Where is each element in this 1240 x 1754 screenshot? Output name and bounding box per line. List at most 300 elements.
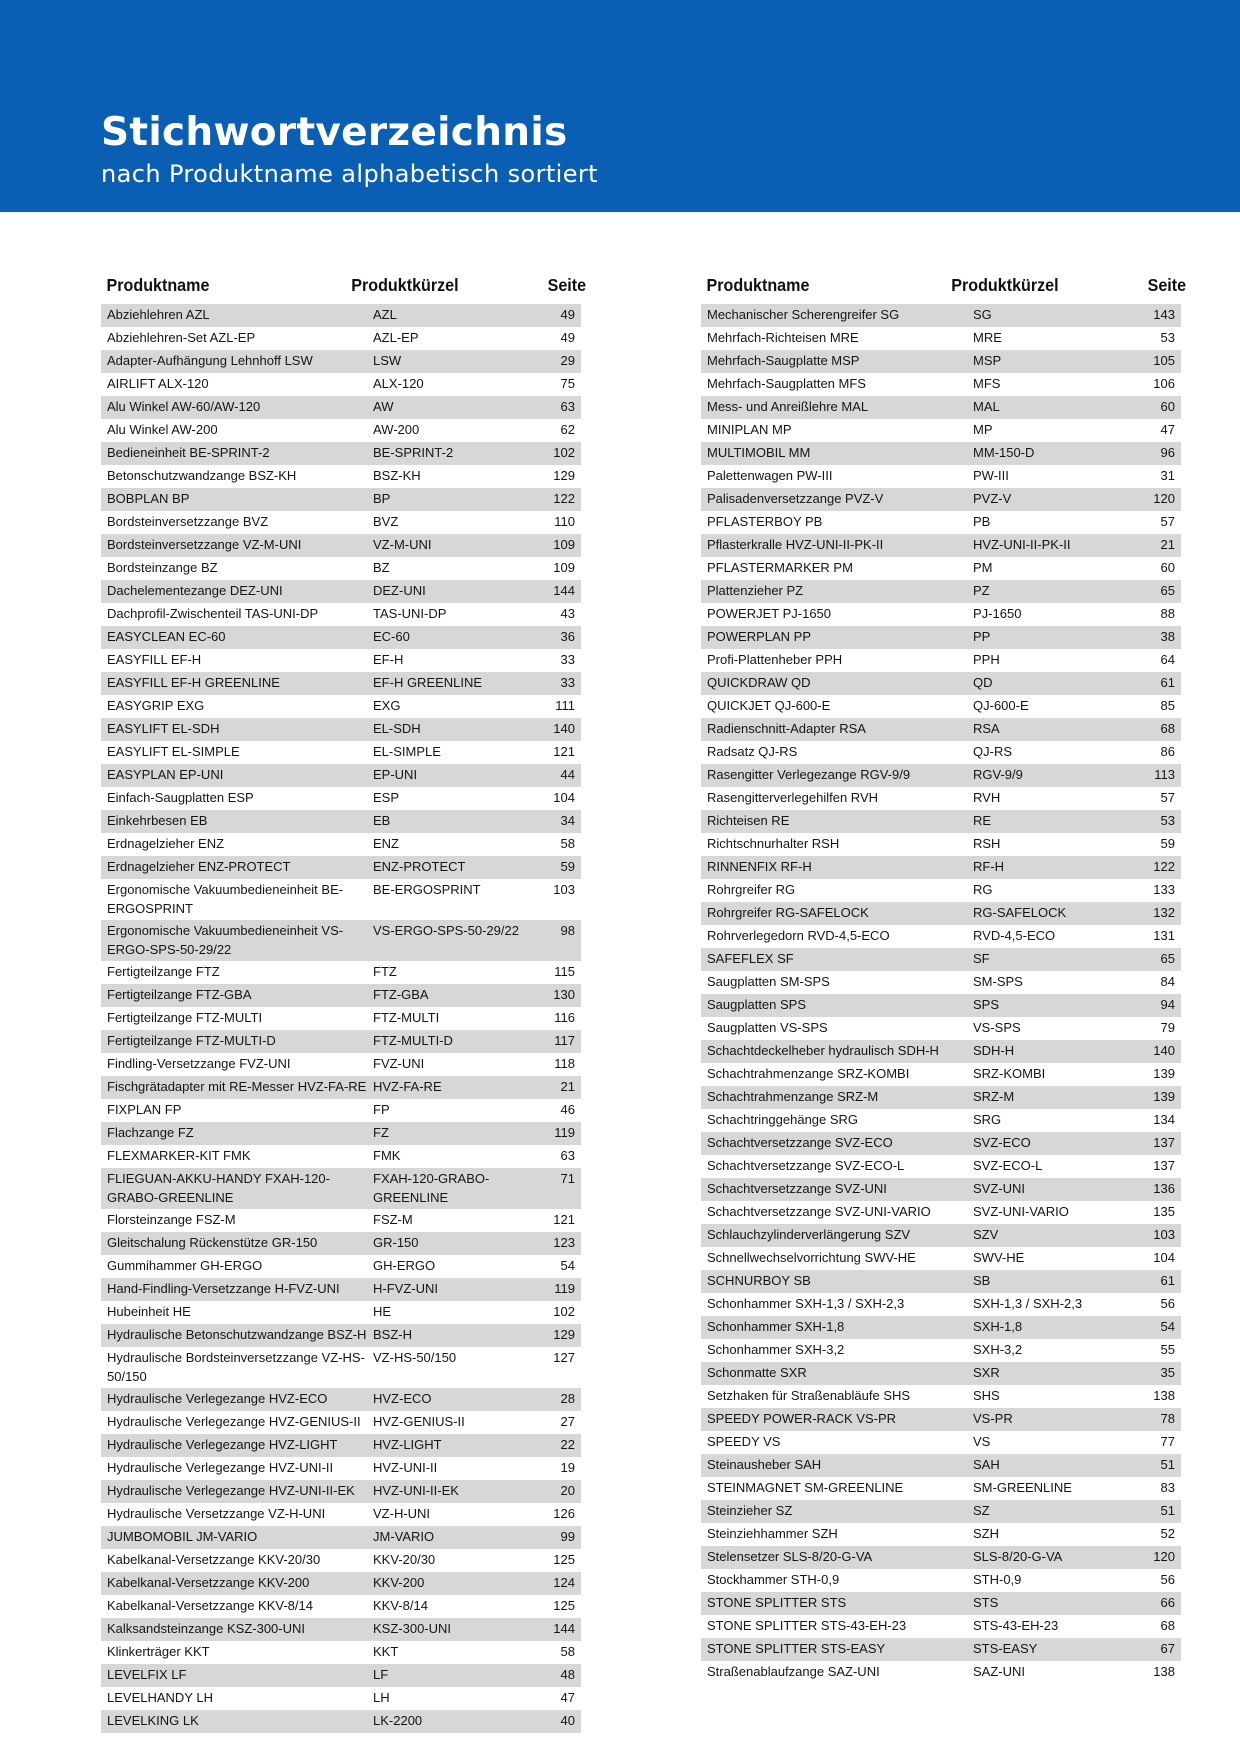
product-name-cell: FLEXMARKER-KIT FMK [107, 1148, 251, 1163]
product-name-cell: Schnellwechselvorrichtung SWV-HE [707, 1250, 916, 1265]
page-number-cell: 139 [1153, 1066, 1175, 1081]
table-row [701, 948, 1181, 971]
product-code-cell: EXG [373, 698, 401, 713]
product-code-cell: HVZ-UNI-II-EK [373, 1483, 459, 1498]
table-row [101, 1347, 581, 1388]
page-number-cell: 79 [1160, 1020, 1175, 1035]
product-name-cell: Schachtversetzzange SVZ-ECO-L [707, 1158, 905, 1173]
table-row [101, 1099, 581, 1122]
product-code-cell: SZV [973, 1227, 999, 1242]
product-name-cell: Hydraulische Verlegezange HVZ-ECO [107, 1391, 328, 1406]
product-name-cell: Steinziehhammer SZH [707, 1526, 838, 1541]
page-number-cell: 137 [1153, 1135, 1175, 1150]
table-row [701, 1339, 1181, 1362]
page-number-cell: 138 [1153, 1664, 1175, 1679]
table-row [701, 741, 1181, 764]
product-name-cell: Schachtversetzzange SVZ-UNI [707, 1181, 887, 1196]
table-row [701, 1086, 1181, 1109]
table-row [701, 718, 1181, 741]
product-name-cell: BOBPLAN BP [107, 491, 190, 506]
product-code-cell: AW [373, 399, 394, 414]
product-name-cell: Setzhaken für Straßenabläufe SHS [707, 1388, 911, 1403]
table-row [101, 557, 581, 580]
product-name-cell: Ergonomische Vakuumbedieneinheit BE-ERGOSPRINT [107, 882, 344, 916]
product-name-cell: Kabelkanal-Versetzzange KKV-200 [107, 1575, 310, 1590]
page-title: Stichwortverzeichnis [101, 110, 568, 155]
page-number-cell: 49 [560, 330, 575, 345]
product-code-cell: RE [973, 813, 992, 828]
page-number-cell: 54 [560, 1258, 575, 1273]
page-number-cell: 66 [1160, 1595, 1175, 1610]
product-name-cell: Alu Winkel AW-200 [107, 422, 218, 437]
page-number-cell: 122 [1153, 859, 1175, 874]
product-name-cell: POWERPLAN PP [707, 629, 812, 644]
product-code-cell: VZ-H-UNI [373, 1506, 431, 1521]
table-row [701, 1132, 1181, 1155]
product-code-cell: STH-0,9 [973, 1572, 1022, 1587]
table-row [101, 1076, 581, 1099]
page-number-cell: 43 [560, 606, 575, 621]
page-number-cell: 68 [1160, 721, 1175, 736]
product-name-cell: Hubeinheit HE [107, 1304, 191, 1319]
page-number-cell: 52 [1160, 1526, 1175, 1541]
column-header-name: Produktname [106, 275, 210, 295]
table-row [701, 1224, 1181, 1247]
page-number-cell: 127 [553, 1350, 575, 1365]
table-row [701, 1546, 1181, 1569]
page-number-cell: 85 [1160, 698, 1175, 713]
page-number-cell: 59 [560, 859, 575, 874]
page-number-cell: 110 [554, 514, 575, 529]
product-code-cell: VZ-HS-50/150 [373, 1350, 457, 1365]
table-row [101, 1434, 581, 1457]
product-name-cell: SPEEDY VS [707, 1434, 781, 1449]
table-row [701, 695, 1181, 718]
product-name-cell: EASYGRIP EXG [107, 698, 205, 713]
product-code-cell: HVZ-GENIUS-II [373, 1414, 465, 1429]
product-name-cell: Klinkerträger KKT [107, 1644, 210, 1659]
table-row [101, 1664, 581, 1687]
product-code-cell: BZ [373, 560, 390, 575]
table-row [701, 1615, 1181, 1638]
product-code-cell: BE-SPRINT-2 [373, 445, 454, 460]
table-row [101, 350, 581, 373]
product-name-cell: EASYFILL EF-H GREENLINE [107, 675, 280, 690]
product-name-cell: FIXPLAN FP [107, 1102, 182, 1117]
table-row [701, 1385, 1181, 1408]
page-number-cell: 104 [1153, 1250, 1175, 1265]
product-code-cell: SAZ-UNI [973, 1664, 1025, 1679]
product-code-cell: SVZ-ECO [973, 1135, 1031, 1150]
table-row [101, 1145, 581, 1168]
product-name-cell: PFLASTERMARKER PM [707, 560, 853, 575]
column-header-page: Seite [1147, 275, 1187, 295]
table-row [101, 718, 581, 741]
product-code-cell: BP [373, 491, 391, 506]
page-number-cell: 65 [1160, 951, 1175, 966]
table-row [101, 511, 581, 534]
product-code-cell: MM-150-D [973, 445, 1035, 460]
page-number-cell: 65 [1160, 583, 1175, 598]
product-code-cell: SG [973, 307, 992, 322]
page-number-cell: 124 [553, 1575, 575, 1590]
product-name-cell: Rohrgreifer RG-SAFELOCK [707, 905, 869, 920]
product-name-cell: STONE SPLITTER STS [707, 1595, 847, 1610]
page-number-cell: 21 [560, 1079, 575, 1094]
product-name-cell: Saugplatten SM-SPS [707, 974, 830, 989]
page-number-cell: 64 [1160, 652, 1175, 667]
page-number-cell: 116 [554, 1010, 575, 1025]
product-name-cell: Hydraulische Verlegezange HVZ-UNI-II [107, 1460, 334, 1475]
table-row [101, 787, 581, 810]
table-row [701, 1500, 1181, 1523]
page-number-cell: 102 [553, 1304, 575, 1319]
page-number-cell: 54 [1160, 1319, 1175, 1334]
product-code-cell: SRG [973, 1112, 1002, 1127]
product-name-cell: Kabelkanal-Versetzzange KKV-20/30 [107, 1552, 321, 1567]
page-number-cell: 136 [1153, 1181, 1175, 1196]
product-code-cell: GR-150 [373, 1235, 419, 1250]
product-name-cell: Bordsteinversetzzange BVZ [107, 514, 269, 529]
page-number-cell: 33 [560, 652, 575, 667]
table-row [101, 603, 581, 626]
page-number-cell: 58 [560, 1644, 575, 1659]
table-row [101, 327, 581, 350]
page-number-cell: 135 [1153, 1204, 1175, 1219]
table-row [101, 856, 581, 879]
page-number-cell: 20 [560, 1483, 575, 1498]
page-number-cell: 102 [553, 445, 575, 460]
page-number-cell: 27 [560, 1414, 575, 1429]
page-number-cell: 109 [553, 537, 575, 552]
page-number-cell: 19 [560, 1460, 575, 1475]
page-number-cell: 59 [1160, 836, 1175, 851]
page-number-cell: 132 [1153, 905, 1175, 920]
table-row [101, 626, 581, 649]
table-row [701, 373, 1181, 396]
page-number-cell: 33 [560, 675, 575, 690]
table-row [701, 1247, 1181, 1270]
product-name-cell: Findling-Versetzzange FVZ-UNI [107, 1056, 291, 1071]
product-code-cell: STS-43-EH-23 [973, 1618, 1059, 1633]
product-name-cell: POWERJET PJ-1650 [707, 606, 832, 621]
page-number-cell: 144 [553, 1621, 575, 1636]
product-name-cell: Erdnagelzieher ENZ [107, 836, 225, 851]
table-row [701, 488, 1181, 511]
product-code-cell: QJ-RS [973, 744, 1012, 759]
product-code-cell: PW-III [973, 468, 1009, 483]
table-row [101, 1411, 581, 1434]
product-code-cell: PB [973, 514, 991, 529]
product-code-cell: BE-ERGOSPRINT [373, 882, 481, 897]
product-code-cell: SVZ-ECO-L [973, 1158, 1043, 1173]
product-code-cell: PM [973, 560, 993, 575]
product-code-cell: KKV-8/14 [373, 1598, 428, 1613]
product-name-cell: Schonhammer SXH-1,3 / SXH-2,3 [707, 1296, 905, 1311]
page-number-cell: 60 [1160, 560, 1175, 575]
product-code-cell: HVZ-UNI-II [373, 1460, 438, 1475]
product-name-cell: Fertigteilzange FTZ-MULTI [107, 1010, 263, 1025]
product-code-cell: QJ-600-E [973, 698, 1029, 713]
table-row [701, 1270, 1181, 1293]
product-name-cell: STONE SPLITTER STS-43-EH-23 [707, 1618, 907, 1633]
product-name-cell: SAFEFLEX SF [707, 951, 794, 966]
product-code-cell: MSP [973, 353, 1002, 368]
page-number-cell: 86 [1160, 744, 1175, 759]
page-number-cell: 104 [553, 790, 575, 805]
product-code-cell: VS [973, 1434, 991, 1449]
product-code-cell: SPS [973, 997, 1000, 1012]
page-number-cell: 98 [560, 923, 575, 938]
page-number-cell: 88 [1160, 606, 1175, 621]
product-name-cell: EASYLIFT EL-SDH [107, 721, 220, 736]
page-number-cell: 34 [560, 813, 575, 828]
product-code-cell: RSA [973, 721, 1000, 736]
product-code-cell: DEZ-UNI [373, 583, 426, 598]
page-number-cell: 117 [554, 1033, 575, 1048]
product-name-cell: Einfach-Saugplatten ESP [107, 790, 254, 805]
product-name-cell: Steinausheber SAH [707, 1457, 822, 1472]
product-code-cell: JM-VARIO [373, 1529, 435, 1544]
table-row [701, 350, 1181, 373]
product-code-cell: LH [373, 1690, 390, 1705]
product-name-cell: Schachtrahmenzange SRZ-KOMBI [707, 1066, 910, 1081]
page-number-cell: 63 [560, 1148, 575, 1163]
product-code-cell: FZ [373, 1125, 389, 1140]
product-code-cell: KKT [373, 1644, 399, 1659]
table-row [701, 304, 1181, 327]
product-code-cell: ENZ [373, 836, 399, 851]
product-name-cell: Schachtrahmenzange SRZ-M [707, 1089, 879, 1104]
product-code-cell: FTZ-GBA [373, 987, 429, 1002]
page-number-cell: 62 [560, 422, 575, 437]
table-row [101, 304, 581, 327]
table-row [701, 419, 1181, 442]
page-number-cell: 77 [1160, 1434, 1175, 1449]
product-name-cell: Adapter-Aufhängung Lehnhoff LSW [107, 353, 313, 368]
product-code-cell: SM-GREENLINE [973, 1480, 1072, 1495]
table-row [101, 1122, 581, 1145]
page-number-cell: 119 [554, 1125, 575, 1140]
product-name-cell: Gummihammer GH-ERGO [107, 1258, 263, 1273]
product-code-cell: SF [973, 951, 990, 966]
table-row [101, 1255, 581, 1278]
product-name-cell: Mechanischer Scherengreifer SG [707, 307, 900, 322]
product-name-cell: Bedieneinheit BE-SPRINT-2 [107, 445, 270, 460]
table-row [101, 1278, 581, 1301]
table-row [701, 1592, 1181, 1615]
table-row [101, 1549, 581, 1572]
product-code-cell: EL-SDH [373, 721, 421, 736]
product-name-cell: STEINMAGNET SM-GREENLINE [707, 1480, 904, 1495]
column-header-page: Seite [547, 275, 587, 295]
table-row [101, 961, 581, 984]
table-row [701, 396, 1181, 419]
table-row [101, 695, 581, 718]
product-code-cell: SZ [973, 1503, 990, 1518]
table-body [101, 304, 581, 1733]
product-code-cell: PJ-1650 [973, 606, 1022, 621]
page-number-cell: 122 [553, 491, 575, 506]
product-name-cell: LEVELKING LK [107, 1713, 199, 1728]
product-code-cell: KSZ-300-UNI [373, 1621, 452, 1636]
page-number-cell: 143 [1153, 307, 1175, 322]
product-code-cell: QD [973, 675, 993, 690]
product-name-cell: Mehrfach-Saugplatten MFS [707, 376, 866, 391]
page-number-cell: 120 [1153, 1549, 1175, 1564]
product-code-cell: AW-200 [373, 422, 420, 437]
page-number-cell: 61 [1160, 675, 1175, 690]
product-code-cell: PP [973, 629, 991, 644]
table-row [101, 1007, 581, 1030]
page-number-cell: 129 [553, 1327, 575, 1342]
product-name-cell: Radsatz QJ-RS [707, 744, 798, 759]
product-name-cell: Flachzange FZ [107, 1125, 194, 1140]
product-name-cell: Rohrgreifer RG [707, 882, 796, 897]
page-number-cell: 125 [553, 1598, 575, 1613]
page-number-cell: 121 [553, 1212, 575, 1227]
page-number-cell: 21 [1160, 537, 1175, 552]
product-code-cell: SZH [973, 1526, 999, 1541]
table-row [701, 833, 1181, 856]
table-body [701, 304, 1181, 1684]
table-row [101, 920, 581, 961]
page-number-cell: 55 [1160, 1342, 1175, 1357]
product-code-cell: EF-H [373, 652, 404, 667]
product-code-cell: BVZ [373, 514, 399, 529]
table-row [101, 373, 581, 396]
product-code-cell: H-FVZ-UNI [373, 1281, 438, 1296]
product-code-cell: MAL [973, 399, 1000, 414]
product-name-cell: AIRLIFT ALX-120 [107, 376, 209, 391]
page-number-cell: 133 [1153, 882, 1175, 897]
page-number-cell: 49 [560, 307, 575, 322]
product-name-cell: Bordsteinzange BZ [107, 560, 218, 575]
product-code-cell: FTZ-MULTI-D [373, 1033, 453, 1048]
product-name-cell: Fertigteilzange FTZ [107, 964, 220, 979]
page-number-cell: 47 [560, 1690, 575, 1705]
table-row [701, 1362, 1181, 1385]
table-row [101, 465, 581, 488]
product-name-cell: Rasengitter Verlegezange RGV-9/9 [707, 767, 911, 782]
page-number-cell: 58 [560, 836, 575, 851]
product-name-cell: Fertigteilzange FTZ-GBA [107, 987, 252, 1002]
product-name-cell: STONE SPLITTER STS-EASY [707, 1641, 886, 1656]
product-name-cell: Profi-Plattenheber PPH [707, 652, 843, 667]
page-number-cell: 144 [553, 583, 575, 598]
product-code-cell: LSW [373, 353, 402, 368]
product-name-cell: JUMBOMOBIL JM-VARIO [107, 1529, 258, 1544]
table-row [701, 1454, 1181, 1477]
product-name-cell: EASYFILL EF-H [107, 652, 202, 667]
table-row [101, 1030, 581, 1053]
product-code-cell: SB [973, 1273, 991, 1288]
product-name-cell: Betonschutzwandzange BSZ-KH [107, 468, 297, 483]
product-name-cell: Alu Winkel AW-60/AW-120 [107, 399, 261, 414]
table-row [701, 672, 1181, 695]
product-name-cell: Abziehlehren AZL [107, 307, 210, 322]
page-number-cell: 53 [1160, 813, 1175, 828]
table-row [101, 649, 581, 672]
table-row [101, 1301, 581, 1324]
page-number-cell: 51 [1160, 1457, 1175, 1472]
product-name-cell: LEVELFIX LF [107, 1667, 187, 1682]
page-number-cell: 57 [1160, 514, 1175, 529]
page-number-cell: 99 [560, 1529, 575, 1544]
page-number-cell: 134 [1153, 1112, 1175, 1127]
page-number-cell: 111 [555, 698, 575, 713]
product-name-cell: SCHNURBOY SB [707, 1273, 811, 1288]
page-number-cell: 109 [553, 560, 575, 575]
product-name-cell: Radienschnitt-Adapter RSA [707, 721, 866, 736]
page-number-cell: 47 [1160, 422, 1175, 437]
product-code-cell: PPH [973, 652, 1000, 667]
product-code-cell: SXR [973, 1365, 1000, 1380]
product-code-cell: LF [373, 1667, 389, 1682]
column-header-code: Produktkürzel [951, 275, 1059, 295]
page-number-cell: 51 [1160, 1503, 1175, 1518]
table-row [101, 1324, 581, 1347]
page-number-cell: 140 [553, 721, 575, 736]
table-row [701, 1523, 1181, 1546]
table-row [101, 810, 581, 833]
table-row [101, 1618, 581, 1641]
product-name-cell: EASYLIFT EL-SIMPLE [107, 744, 240, 759]
product-name-cell: Dachelementezange DEZ-UNI [107, 583, 283, 598]
product-code-cell: MP [973, 422, 993, 437]
page-number-cell: 138 [1153, 1388, 1175, 1403]
product-name-cell: EASYPLAN EP-UNI [107, 767, 224, 782]
table-row [701, 1017, 1181, 1040]
product-code-cell: GH-ERGO [373, 1258, 436, 1273]
product-code-cell: HVZ-UNI-II-PK-II [973, 537, 1071, 552]
product-name-cell: Palisadenversetzzange PVZ-V [707, 491, 884, 506]
table-row [101, 1480, 581, 1503]
product-name-cell: Hand-Findling-Versetzzange H-FVZ-UNI [107, 1281, 340, 1296]
product-code-cell: HVZ-FA-RE [373, 1079, 442, 1094]
product-code-cell: MFS [973, 376, 1001, 391]
page-number-cell: 137 [1153, 1158, 1175, 1173]
table-row [701, 603, 1181, 626]
product-code-cell: SWV-HE [973, 1250, 1025, 1265]
product-name-cell: Straßenablaufzange SAZ-UNI [707, 1664, 880, 1679]
table-row [701, 856, 1181, 879]
page-number-cell: 71 [560, 1171, 575, 1186]
table-row [701, 1293, 1181, 1316]
product-name-cell: Ergonomische Vakuumbedieneinheit VS-ERGO-SPS-50-29/22 [107, 923, 344, 957]
product-code-cell: FTZ-MULTI [373, 1010, 440, 1025]
product-code-cell: PZ [973, 583, 990, 598]
table-row [701, 1109, 1181, 1132]
column-header-code: Produktkürzel [351, 275, 459, 295]
product-code-cell: RF-H [973, 859, 1005, 874]
page-number-cell: 126 [553, 1506, 575, 1521]
product-code-cell: STS [973, 1595, 999, 1610]
product-name-cell: Dachprofil-Zwischenteil TAS-UNI-DP [107, 606, 319, 621]
page-number-cell: 53 [1160, 330, 1175, 345]
product-name-cell: QUICKDRAW QD [707, 675, 811, 690]
table-row [101, 580, 581, 603]
page-number-cell: 83 [1160, 1480, 1175, 1495]
page-number-cell: 140 [1153, 1043, 1175, 1058]
product-name-cell: Gleitschalung Rückenstütze GR-150 [107, 1235, 318, 1250]
table-row [701, 971, 1181, 994]
table-row [701, 327, 1181, 350]
product-name-cell: Saugplatten SPS [707, 997, 807, 1012]
table-row [101, 1687, 581, 1710]
product-code-cell: RSH [973, 836, 1001, 851]
page-number-cell: 31 [1160, 468, 1175, 483]
